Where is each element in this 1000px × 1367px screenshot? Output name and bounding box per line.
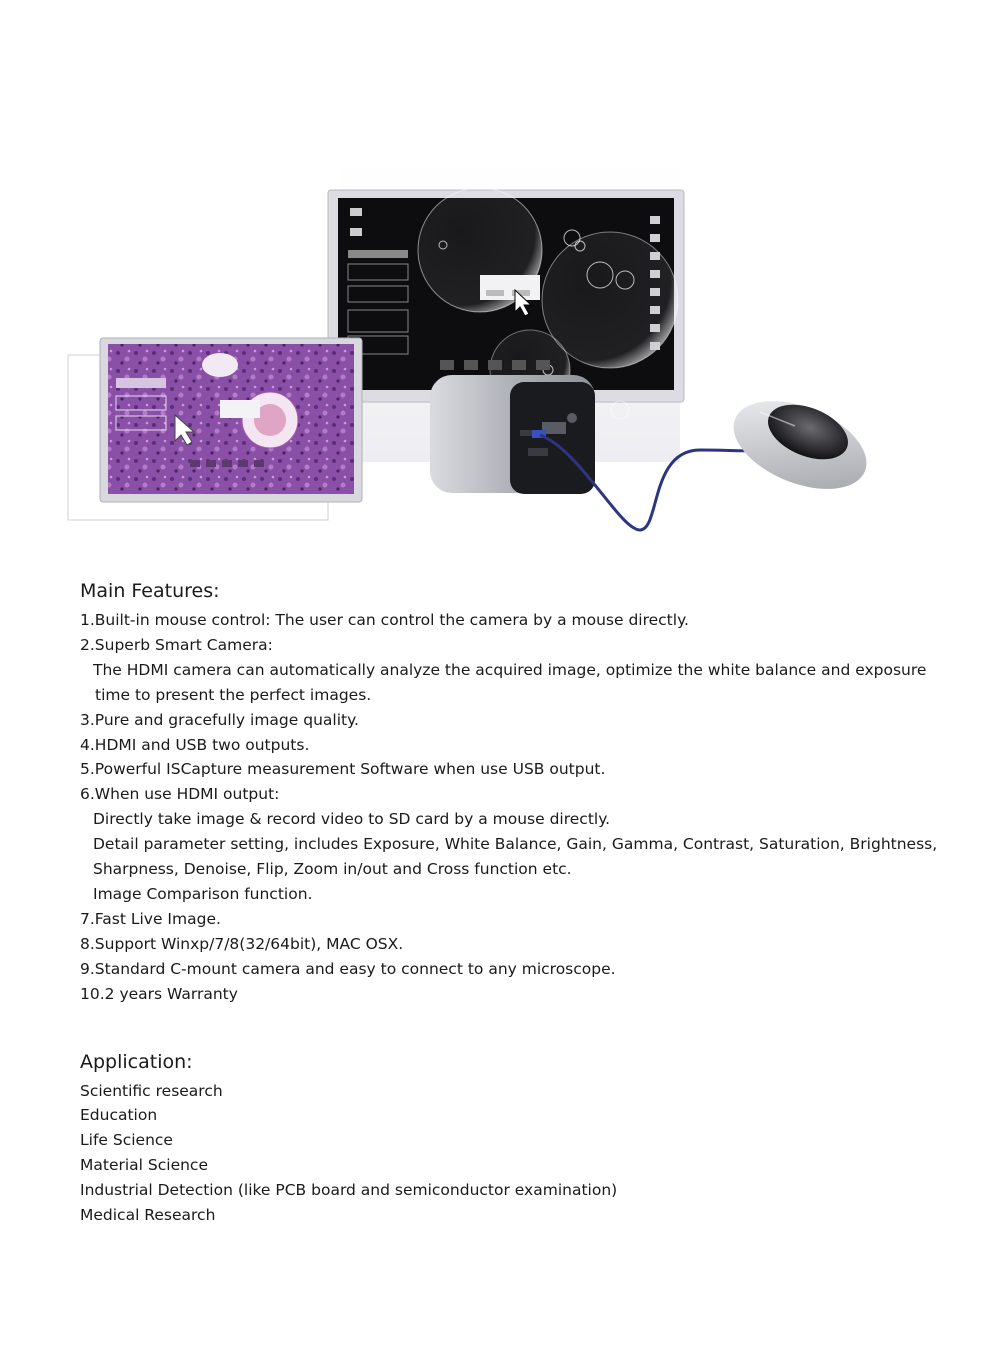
product-illustration (60, 150, 940, 550)
feature-item: 3.Pure and gracefully image quality. (80, 710, 359, 729)
feature-item: 10.2 years Warranty (80, 984, 238, 1003)
feature-item: 1.Built-in mouse control: The user can control the camera by a mouse directly. (80, 611, 689, 629)
feature-item: The HDMI camera can automatically analyze the acquired image, optimize the white balance and exposure (93, 660, 927, 679)
application-item: Scientific research (80, 1081, 223, 1100)
application-item: Industrial Detection (like PCB board and semiconductor examination) (80, 1181, 618, 1200)
feature-item: 7.Fast Live Image. (80, 909, 221, 928)
feature-item: 6.When use HDMI output: (80, 785, 280, 804)
feature-item: 8.Support Winxp/7/8(32/64bit), MAC OSX. (80, 934, 404, 953)
feature-item: Directly take image & record video to SD card by a mouse directly. (93, 810, 611, 829)
application-item: Material Science (80, 1156, 208, 1175)
camera-icon (430, 375, 595, 494)
feature-item: 2.Superb Smart Camera: (80, 635, 273, 654)
application-item: Life Science (80, 1131, 173, 1150)
application-heading: Application: (80, 1050, 193, 1073)
feature-item: Image Comparison function. (93, 884, 313, 903)
feature-item: 4.HDMI and USB two outputs. (80, 735, 310, 754)
features-content (80, 580, 940, 1228)
feature-item: Sharpness, Denoise, Flip, Zoom in/out and Cross function etc. (93, 860, 572, 879)
feature-item: Detail parameter setting, includes Exposure, White Balance, Gain, Gamma, Contrast, Saturation, Brightness, (93, 835, 938, 854)
monitor-icon (68, 338, 362, 520)
application-item: Education (80, 1106, 158, 1125)
main-features-heading: Main Features: (80, 580, 220, 602)
feature-item: 5.Powerful ISCapture measurement Software when use USB output. (80, 760, 606, 779)
application-item: Medical Research (80, 1206, 216, 1225)
feature-item: time to present the perfect images. (95, 685, 372, 704)
mouse-icon (721, 384, 879, 507)
feature-item: 9.Standard C-mount camera and easy to connect to any microscope. (80, 959, 616, 978)
